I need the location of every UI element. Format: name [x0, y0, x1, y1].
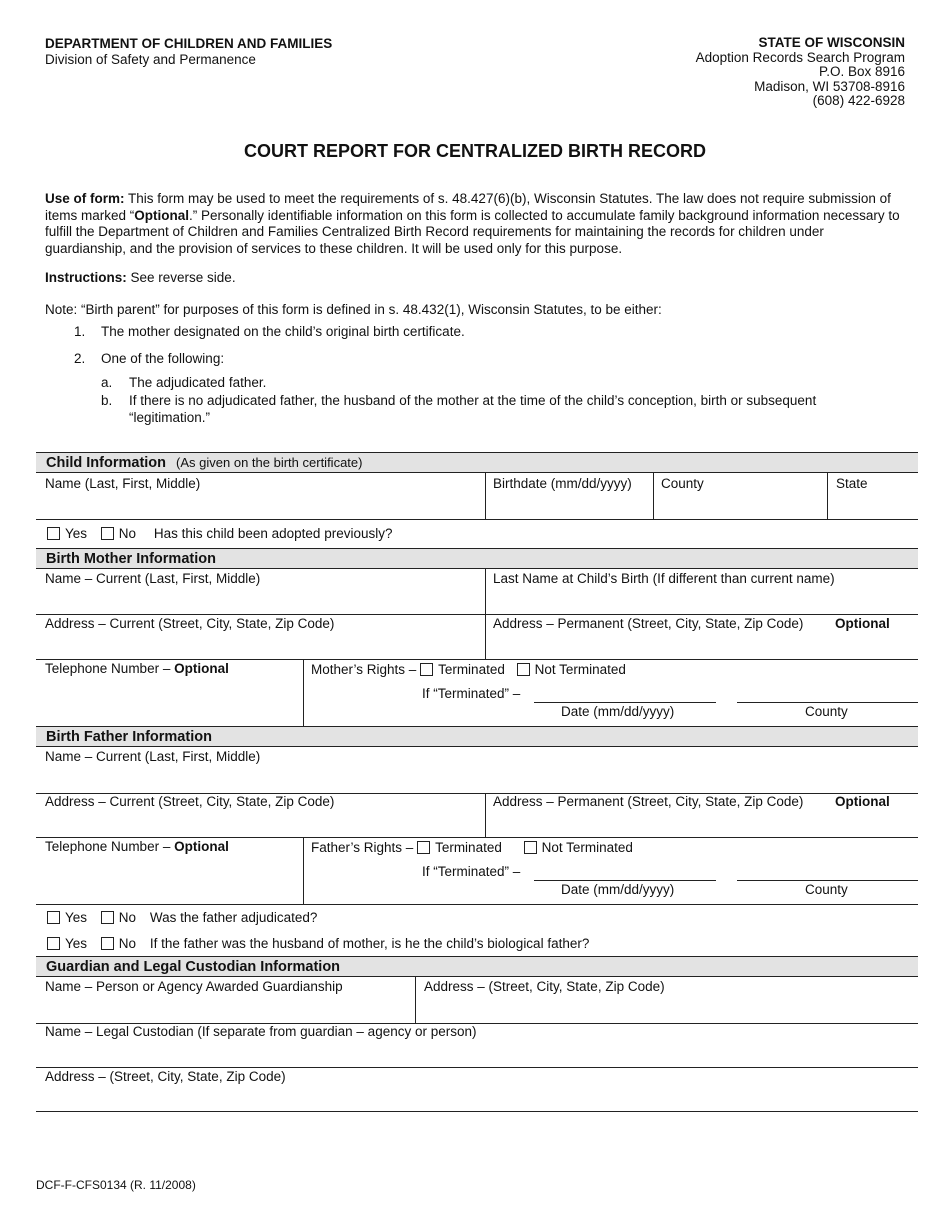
item-2a-letter: a. [101, 375, 113, 390]
father-termination-county-line[interactable] [737, 880, 918, 881]
optional-emphasis: Optional [134, 207, 190, 223]
header-right [696, 36, 905, 109]
note-line: Note: “Birth parent” for purposes of this form is defined in s. 48.432(1), Wisconsin Statutes, to be either: [45, 302, 662, 317]
child-state-field[interactable]: State [836, 476, 868, 491]
state-name: STATE OF WISCONSIN [758, 35, 905, 50]
item-2b-letter: b. [101, 393, 113, 408]
father-termination-date-line[interactable] [534, 880, 716, 881]
mother-not-terminated-label: Not Terminated [534, 662, 626, 677]
item-1-number: 1. [74, 324, 86, 339]
father-county-caption: County [805, 882, 848, 897]
divider [485, 473, 486, 519]
adopted-yes-label: Yes [65, 526, 88, 541]
instructions-line [45, 270, 905, 287]
phone-number: (608) 422-6928 [812, 93, 905, 108]
form-number: DCF-F-CFS0134 (R. 11/2008) [36, 1178, 196, 1192]
item-1-text: The mother designated on the child’s original birth certificate. [101, 324, 465, 339]
father-terminated-checkbox[interactable] [417, 841, 430, 854]
guardian-section-title: Guardian and Legal Custodian Information [46, 959, 341, 975]
adopted-no-label: No [118, 526, 137, 541]
divider [827, 473, 828, 519]
divider [36, 837, 918, 838]
mother-rights-row [311, 662, 626, 677]
mother-county-caption: County [805, 704, 848, 719]
father-address-permanent-optional: Optional [835, 794, 890, 809]
father-rights-row [311, 840, 633, 855]
divider [485, 793, 486, 837]
adjudicated-no-label: No [118, 910, 137, 925]
adjudicated-no-checkbox[interactable] [101, 911, 114, 924]
adopted-previously-row [47, 526, 392, 541]
instructions-text: See reverse side. [126, 270, 236, 285]
divider [653, 473, 654, 519]
item-2-number: 2. [74, 351, 86, 366]
child-name-field[interactable]: Name (Last, First, Middle) [45, 476, 201, 491]
adopted-no-checkbox[interactable] [101, 527, 114, 540]
use-of-form-paragraph [45, 191, 905, 257]
mother-termination-date-line[interactable] [534, 702, 716, 703]
divider [415, 977, 416, 1023]
department-name: DEPARTMENT OF CHILDREN AND FAMILIES [45, 36, 333, 51]
use-of-form-text-1: This form may be used to meet the requirements of s. 48.427(6)(b), Wisconsin Statutes. The law does not require submission of items marked “ [45, 191, 891, 223]
father-biological-row [47, 936, 589, 951]
mother-address-permanent-field[interactable]: Address – Permanent (Street, City, State, Zip Code) [493, 616, 804, 631]
mother-rights-label: Mother’s Rights – [311, 662, 421, 677]
mother-last-name-birth-field[interactable]: Last Name at Child’s Birth (If different than current name) [493, 571, 835, 586]
child-section-label: Child Information [46, 455, 167, 471]
mother-telephone-label: Telephone Number – [45, 661, 175, 676]
adjudicated-question: Was the father adjudicated? [149, 910, 318, 925]
biological-yes-checkbox[interactable] [47, 937, 60, 950]
use-of-form-label: Use of form: [45, 191, 125, 206]
mother-telephone-field[interactable] [45, 661, 229, 676]
father-not-terminated-checkbox[interactable] [524, 841, 537, 854]
divider [303, 837, 304, 904]
adopted-yes-checkbox[interactable] [47, 527, 60, 540]
mother-address-permanent-optional: Optional [835, 616, 890, 631]
father-date-caption: Date (mm/dd/yyyy) [561, 882, 675, 897]
divider [303, 659, 304, 726]
mother-terminated-checkbox[interactable] [420, 663, 433, 676]
divider [36, 659, 918, 660]
item-2a-text: The adjudicated father. [129, 375, 267, 390]
header-left [45, 36, 332, 68]
mother-address-current-field[interactable]: Address – Current (Street, City, State, Zip Code) [45, 616, 335, 631]
divider [36, 1067, 918, 1068]
divider [36, 614, 918, 615]
father-terminated-label: Terminated [435, 840, 502, 855]
guardian-address-field[interactable]: Address – (Street, City, State, Zip Code) [424, 979, 665, 994]
item-2-text: One of the following: [101, 351, 225, 366]
mother-telephone-optional: Optional [174, 661, 229, 676]
use-of-form-text-2: .” Personally identifiable information on this form is collected to accumulate family background information necessary to fulfill the Department of Children and Families Centralized Birth Record requirements for maintaining the records for children under guardianship, and the provision of services to these children. It will be used only for this purpose. [45, 207, 900, 256]
father-name-current-field[interactable]: Name – Current (Last, First, Middle) [45, 749, 261, 764]
mother-termination-county-line[interactable] [737, 702, 918, 703]
father-telephone-optional: Optional [174, 839, 229, 854]
mother-terminated-label: Terminated [438, 662, 505, 677]
father-if-terminated-label: If “Terminated” – [422, 864, 521, 879]
father-telephone-label: Telephone Number – [45, 839, 175, 854]
instructions-label: Instructions: [45, 270, 127, 285]
biological-yes-label: Yes [65, 936, 88, 951]
father-not-terminated-label: Not Terminated [541, 840, 633, 855]
child-birthdate-field[interactable]: Birthdate (mm/dd/yyyy) [493, 476, 632, 491]
child-section-title [46, 455, 362, 471]
adjudicated-yes-label: Yes [65, 910, 88, 925]
adopted-question: Has this child been adopted previously? [153, 526, 393, 541]
mother-not-terminated-checkbox[interactable] [517, 663, 530, 676]
division-name: Division of Safety and Permanence [45, 52, 256, 67]
biological-no-checkbox[interactable] [101, 937, 114, 950]
mother-name-current-field[interactable]: Name – Current (Last, First, Middle) [45, 571, 261, 586]
custodian-name-field[interactable]: Name – Legal Custodian (If separate from guardian – agency or person) [45, 1024, 477, 1039]
mother-date-caption: Date (mm/dd/yyyy) [561, 704, 675, 719]
item-2b-text: If there is no adjudicated father, the husband of the mother at the time of the child’s conception, birth or subsequent “legitimation.” [129, 393, 817, 425]
biological-question: If the father was the husband of mother, is he the child’s biological father? [149, 936, 590, 951]
po-box: P.O. Box 8916 [818, 64, 905, 79]
father-telephone-field[interactable] [45, 839, 229, 854]
child-section-note: (As given on the birth certificate) [176, 455, 363, 470]
father-section-title: Birth Father Information [46, 729, 212, 745]
form-title: COURT REPORT FOR CENTRALIZED BIRTH RECORD [244, 141, 706, 161]
custodian-address-field[interactable]: Address – (Street, City, State, Zip Code) [45, 1069, 286, 1084]
divider [36, 1111, 918, 1112]
program-name: Adoption Records Search Program [695, 49, 905, 65]
city-zip: Madison, WI 53708-8916 [754, 78, 905, 94]
biological-no-label: No [118, 936, 137, 951]
divider [36, 519, 918, 520]
father-rights-label: Father’s Rights – [311, 840, 418, 855]
father-address-current-field[interactable]: Address – Current (Street, City, State, Zip Code) [45, 794, 335, 809]
divider [36, 904, 918, 905]
mother-section-title: Birth Mother Information [46, 551, 216, 567]
adjudicated-yes-checkbox[interactable] [47, 911, 60, 924]
child-county-field[interactable]: County [661, 476, 704, 491]
father-address-permanent-field[interactable]: Address – Permanent (Street, City, State, Zip Code) [493, 794, 804, 809]
guardian-name-field[interactable]: Name – Person or Agency Awarded Guardianship [45, 979, 343, 994]
mother-if-terminated-label: If “Terminated” – [422, 686, 521, 701]
father-adjudicated-row [47, 910, 317, 925]
